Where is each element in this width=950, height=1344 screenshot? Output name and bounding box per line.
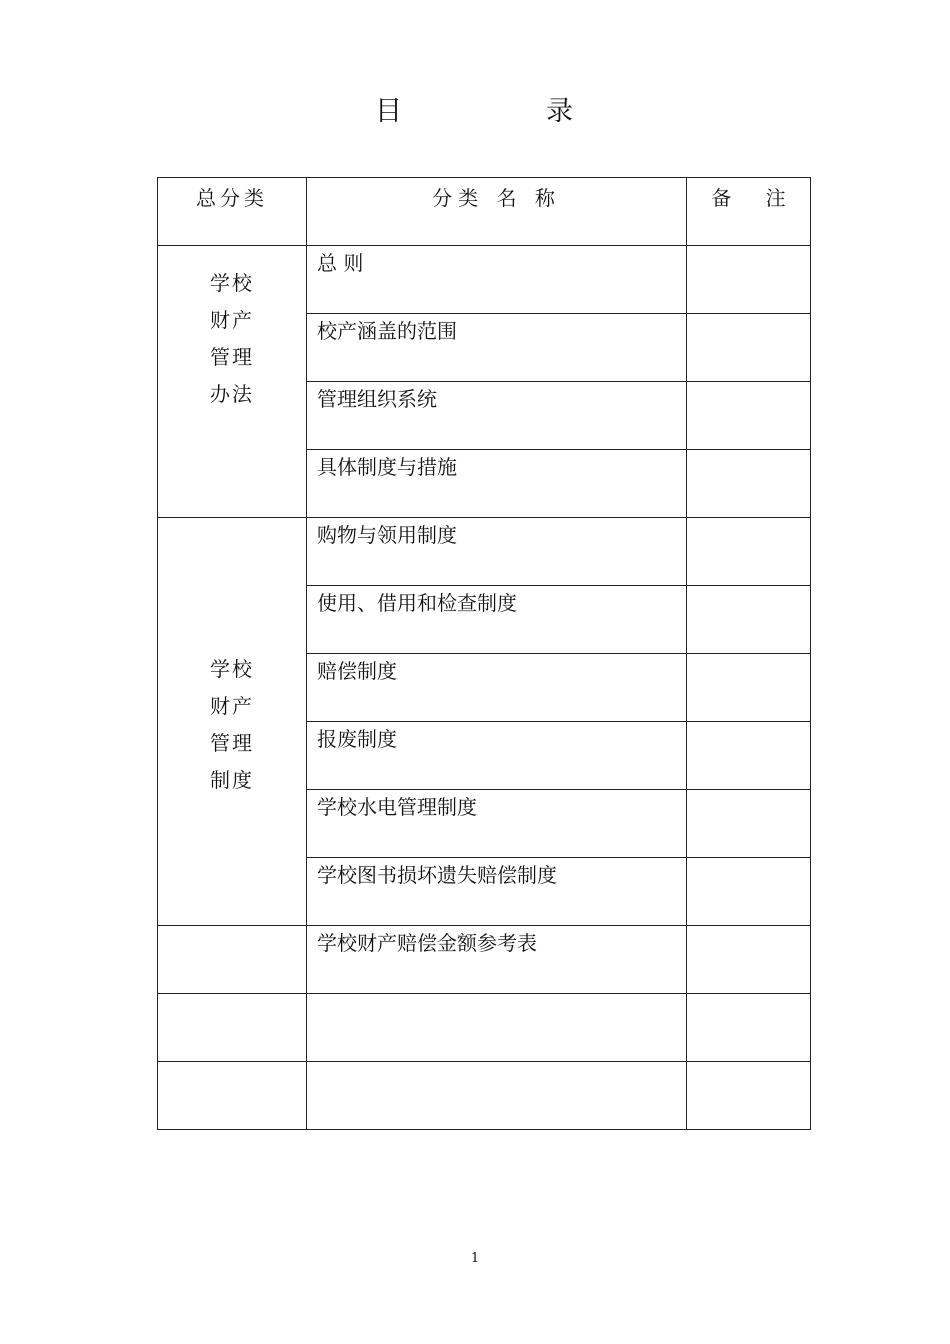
header-note: 备 注	[687, 178, 811, 246]
entry-note	[687, 314, 811, 382]
entry-name: 具体制度与措施	[307, 450, 687, 518]
entry-name: 总 则	[307, 246, 687, 314]
header-category: 总分类	[158, 178, 307, 246]
category-cell-management-system	[158, 518, 307, 926]
entry-name: 学校水电管理制度	[307, 790, 687, 858]
entry-name: 报废制度	[307, 722, 687, 790]
category-cell-empty	[158, 994, 307, 1062]
header-name: 分类 名 称	[307, 178, 687, 246]
entry-note	[687, 246, 811, 314]
table-row	[158, 246, 811, 314]
entry-note	[687, 1062, 811, 1130]
entry-note	[687, 450, 811, 518]
entry-note	[687, 518, 811, 586]
entry-note	[687, 586, 811, 654]
entry-name: 学校图书损坏遗失赔偿制度	[307, 858, 687, 926]
entry-note	[687, 858, 811, 926]
page-title-char-2: 录	[546, 96, 573, 127]
category-cell-management-measures	[158, 246, 307, 518]
category-cell-empty	[158, 1062, 307, 1130]
entry-note	[687, 994, 811, 1062]
category-label: 学校财产管理办法	[210, 270, 254, 406]
table-header-row	[158, 178, 811, 246]
category-cell-empty	[158, 926, 307, 994]
category-label: 学校财产管理制度	[210, 656, 254, 792]
entry-note	[687, 790, 811, 858]
entry-name: 管理组织系统	[307, 382, 687, 450]
entry-note	[687, 722, 811, 790]
table-row	[158, 1062, 811, 1130]
entry-name-empty	[307, 994, 687, 1062]
entry-name: 校产涵盖的范围	[307, 314, 687, 382]
entry-name: 使用、借用和检查制度	[307, 586, 687, 654]
page-number: 1	[470, 1251, 480, 1266]
entry-name-empty	[307, 1062, 687, 1130]
table-of-contents	[157, 177, 811, 1130]
entry-note	[687, 382, 811, 450]
page-title-char-1: 目	[375, 96, 402, 127]
table-row	[158, 926, 811, 994]
entry-name: 赔偿制度	[307, 654, 687, 722]
page-title	[0, 92, 950, 136]
entry-note	[687, 926, 811, 994]
entry-name: 学校财产赔偿金额参考表	[307, 926, 687, 994]
entry-name: 购物与领用制度	[307, 518, 687, 586]
table-row	[158, 518, 811, 586]
table-row	[158, 994, 811, 1062]
entry-note	[687, 654, 811, 722]
